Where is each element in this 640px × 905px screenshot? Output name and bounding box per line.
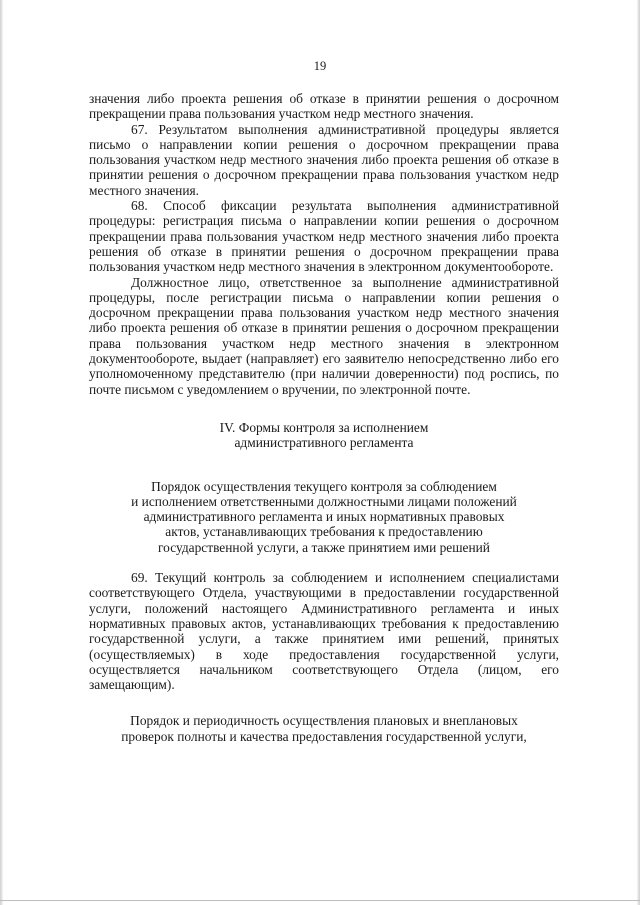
subsection-heading-current-control	[89, 479, 559, 555]
subheading-line-2: и исполнением ответственными должностными лицами положений	[131, 493, 517, 509]
paragraph-continuation: значения либо проекта решения об отказе в принятии решения о досрочном прекращении права пользования участком недр местного значения.	[89, 91, 559, 122]
page-edge-left	[0, 0, 3, 905]
section-title	[89, 420, 559, 451]
paragraph-67: 67. Результатом выполнения административной процедуры является письмо о направлении копии решения о досрочном прекращении права пользования участком недр местного значения либо проекта решения об отказе в принятии решения о досрочном прекращении права пользования участком недр местного значения.	[89, 121, 559, 198]
section-title-line-2: административного регламента	[234, 435, 414, 451]
paragraph-68: 68. Способ фиксации результата выполнения административной процедуры: регистрация письма о направлении копии решения о досрочном прекращении права пользования участком недр местного значения либо проекта решения об отказе в принятии решения о досрочном прекращении права пользования участком недр местного значения в электронном документообороте.	[89, 198, 559, 275]
subheading-line-3: административного регламента и иных нормативных правовых	[143, 509, 505, 525]
subheading2-line-1: Порядок и периодичность осуществления плановых и внеплановых	[130, 713, 518, 729]
subsection-heading-inspections	[89, 713, 559, 744]
section-title-line-1: IV. Формы контроля за исполнением	[219, 419, 429, 435]
subheading-line-1: Порядок осуществления текущего контроля за соблюдением	[151, 478, 497, 494]
paragraph-responsible-official: Должностное лицо, ответственное за выполнение административной процедуры, после регистрации письма о направлении копии решения о досрочном прекращении права пользования участком недр местного значения либо проекта решения об отказе в принятии решения о досрочном прекращении права пользования участком недр местного значения в электронном документообороте, выдает (направляет) его заявителю непосредственно либо его уполномоченному представителю (при наличии доверенности) под роспись, по почте письмом с уведомлением о вручении, по электронной почте.	[89, 274, 559, 397]
document-body	[89, 91, 559, 744]
subheading-line-5: государственной услуги, а также принятием ими решений	[158, 539, 490, 555]
subheading2-line-2: проверок полноты и качества предоставления государственной услуги,	[121, 728, 527, 744]
paragraph-69: 69. Текущий контроль за соблюдением и исполнением специалистами соответствующего Отдела, участвующими в предоставлении государственной услуги, положений настоящего Административного регламента и иных нормативных правовых актов, устанавливающих требования к предоставлению государственной услуги, а также принятием ими решений, принятых (осуществляемых) в ходе предоставления государственной услуги, осуществляется начальником соответствующего Отдела (лицом, его замещающим).	[89, 570, 559, 693]
subheading-line-4: актов, устанавливающих требования к предоставлению	[165, 524, 483, 540]
page-edge-bottom	[0, 900, 640, 901]
page-number: 19	[313, 59, 327, 73]
